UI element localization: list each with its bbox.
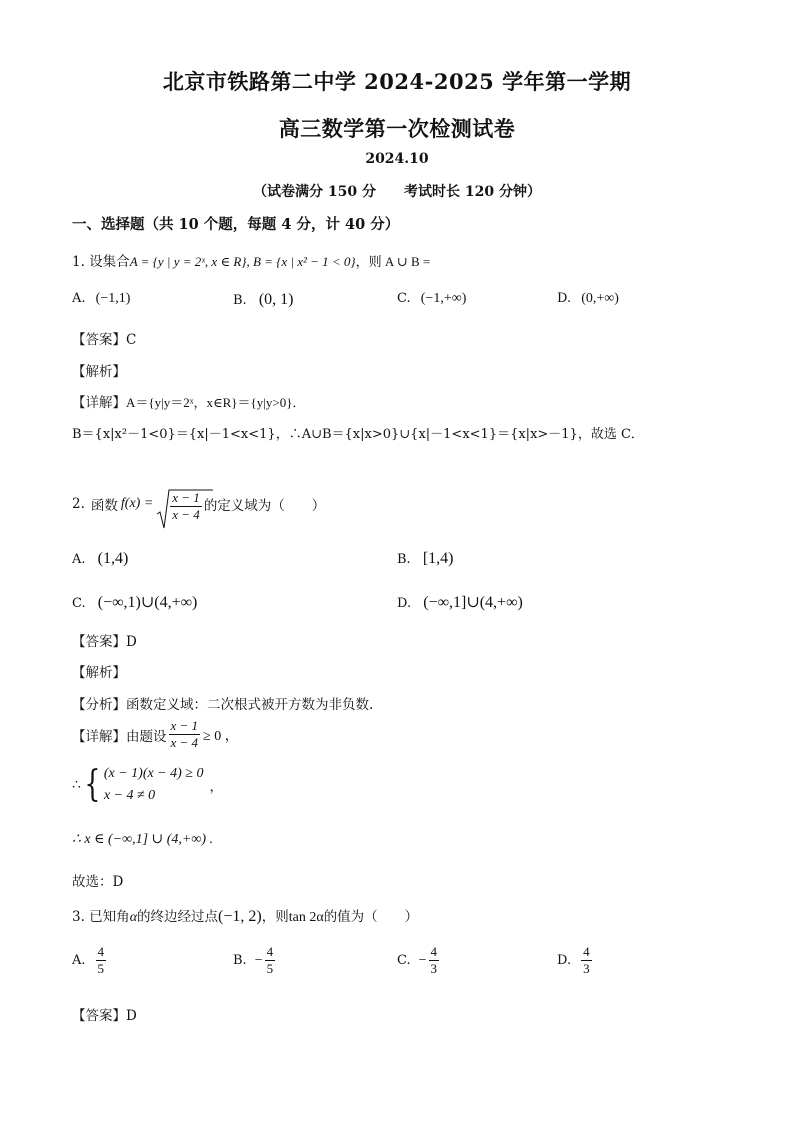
time-info: 考试时长 120 分钟） [404, 184, 541, 200]
question-1 [72, 250, 430, 270]
option-value: (−1,1) [95, 291, 131, 306]
detail-line-2: B＝{x|x²－1<0}＝{x|－1<x<1}，∴A∪B＝{x|x>0}∪{x|－1<x<1}＝{x|x>－1}，故选 C． [72, 427, 644, 442]
fraction-denominator: 5 [266, 961, 274, 977]
fraction-denominator: 3 [430, 961, 438, 977]
fraction-numerator: 4 [96, 945, 107, 961]
therefore-symbol: ∴ [72, 777, 81, 793]
sqrt-expression [156, 488, 202, 523]
option-value: (1,4) [97, 550, 129, 567]
option-d[interactable] [557, 291, 619, 307]
fraction-denominator: 3 [583, 961, 590, 977]
fraction-denominator: x − 4 [170, 735, 199, 751]
exam-title-subject: 高三数学第一次检测试卷 [278, 116, 516, 141]
question-text-a: 已知角 [89, 909, 130, 925]
question-2 [72, 488, 326, 523]
question-tail: 的定义域为（ ） [203, 497, 326, 514]
fenxi-text: 函数定义域：二次根式被开方数为非负数. [126, 697, 374, 713]
option-label: A. [72, 291, 86, 306]
fraction-numerator: 4 [429, 945, 440, 961]
question-number: 1. [72, 254, 85, 270]
option-sign: − [254, 952, 263, 968]
point-coordinates: (−1, 2) [218, 908, 262, 925]
answer-value: C [126, 332, 137, 348]
system-comma: ， [209, 779, 223, 795]
detail-result: ∴ x ∈ (−∞,1] ∪ (4,+∞) . [72, 832, 214, 847]
fenxi-line [72, 693, 373, 713]
system-lines [104, 763, 204, 807]
answer-line [72, 630, 137, 650]
option-value: (−∞,1)∪(4,+∞) [97, 594, 198, 611]
answer-tag: 【答案】 [72, 634, 126, 650]
option-value: (0,+∞) [581, 291, 619, 306]
analysis-tag: 【解析】 [72, 364, 126, 380]
question-text-c: ，则 [261, 909, 289, 925]
option-label: A. [72, 552, 86, 567]
question-prefix: 函数 [90, 497, 118, 514]
question-prefix: 设集合 [89, 254, 130, 270]
exam-info [0, 181, 794, 201]
answer-tag: 【答案】 [72, 1008, 126, 1024]
sqrt-fraction [170, 491, 202, 523]
option-sign: − [418, 952, 427, 968]
option-value: [1,4) [422, 550, 454, 567]
detail-system [72, 763, 223, 807]
fraction-numerator: x − 1 [170, 491, 202, 507]
option-b[interactable] [233, 291, 293, 309]
option-label: B. [233, 953, 247, 969]
option-fraction [581, 945, 592, 977]
option-label: C. [397, 953, 411, 969]
option-fraction [96, 945, 107, 977]
question-tail: ，则 A ∪ B = [355, 254, 431, 269]
question-text-b: 的终边经过点 [137, 909, 219, 925]
detail-conclusion: 故选：D [72, 874, 124, 890]
option-value: (−1,+∞) [420, 291, 467, 306]
system-line-1: (x − 1)(x − 4) ≥ 0 [103, 766, 204, 781]
option-label: B. [397, 552, 411, 567]
detail-line-1 [72, 719, 239, 751]
fraction-numerator: x − 1 [169, 719, 201, 735]
option-c[interactable] [397, 945, 439, 977]
option-label: D. [557, 291, 572, 306]
question-3 [72, 905, 418, 926]
option-label: D. [397, 596, 412, 611]
fraction-numerator: 4 [265, 945, 276, 961]
option-fraction [429, 945, 440, 977]
answer-tag: 【答案】 [72, 332, 126, 348]
fraction-numerator: 4 [581, 945, 592, 961]
option-b[interactable] [397, 550, 453, 568]
option-a[interactable] [72, 550, 128, 568]
detail-prefix: 由题设 [126, 728, 167, 745]
score-info: （试卷满分 150 分 [253, 184, 376, 200]
answer-line [72, 1004, 137, 1024]
fraction-denominator: x − 4 [172, 507, 200, 523]
exam-title-school: 北京市铁路第二中学 2024-2025 学年第一学期 [162, 69, 632, 94]
analysis-tag: 【解析】 [72, 665, 126, 681]
option-label: D. [557, 953, 572, 969]
option-value: (0, 1) [258, 291, 294, 308]
detail-line-1 [72, 391, 305, 411]
detail-fraction [169, 719, 201, 751]
option-d[interactable] [557, 945, 592, 977]
question-number: 2. [72, 495, 85, 512]
option-fraction [265, 945, 276, 977]
answer-value: D [126, 634, 137, 650]
option-c[interactable] [72, 592, 197, 612]
option-label: B. [233, 293, 247, 308]
option-a[interactable] [72, 945, 106, 977]
option-b[interactable] [233, 945, 275, 977]
option-label: A. [72, 953, 86, 969]
system-line-2: x − 4 ≠ 0 [103, 788, 156, 803]
alpha-symbol: α [129, 910, 138, 925]
detail-tag: 【详解】 [72, 728, 126, 745]
set-b: , B = {x | x² − 1 < 0} [246, 254, 356, 269]
option-label: C. [397, 291, 411, 306]
detail-relation: ≥ 0 ， [203, 728, 239, 744]
exam-date: 2024.10 [365, 151, 429, 167]
option-a[interactable] [72, 291, 130, 307]
option-c[interactable] [397, 291, 466, 307]
detail-tag: 【详解】 [72, 395, 126, 411]
option-value: (−∞,1]∪(4,+∞) [423, 594, 523, 611]
set-a: A = {y | y = 2ˣ, x ∈ R} [129, 254, 247, 269]
question-text-d: 的值为（ ） [323, 909, 419, 925]
option-d[interactable] [397, 592, 523, 612]
answer-line [72, 328, 136, 348]
left-brace-icon: { [84, 764, 101, 805]
section-heading: 一、选择题（共 10 个题，每题 4 分，计 40 分） [72, 216, 400, 233]
tan-expression: tan 2α [288, 910, 324, 925]
function-name: f(x) = [120, 495, 154, 511]
answer-value: D [126, 1008, 137, 1024]
option-label: C. [72, 596, 86, 611]
fraction-denominator: 5 [97, 961, 105, 977]
question-number: 3. [72, 909, 85, 925]
detail-text: A＝{y|y＝2ˣ，x∈R}＝{y|y>0}． [126, 395, 306, 410]
fenxi-tag: 【分析】 [72, 697, 126, 713]
